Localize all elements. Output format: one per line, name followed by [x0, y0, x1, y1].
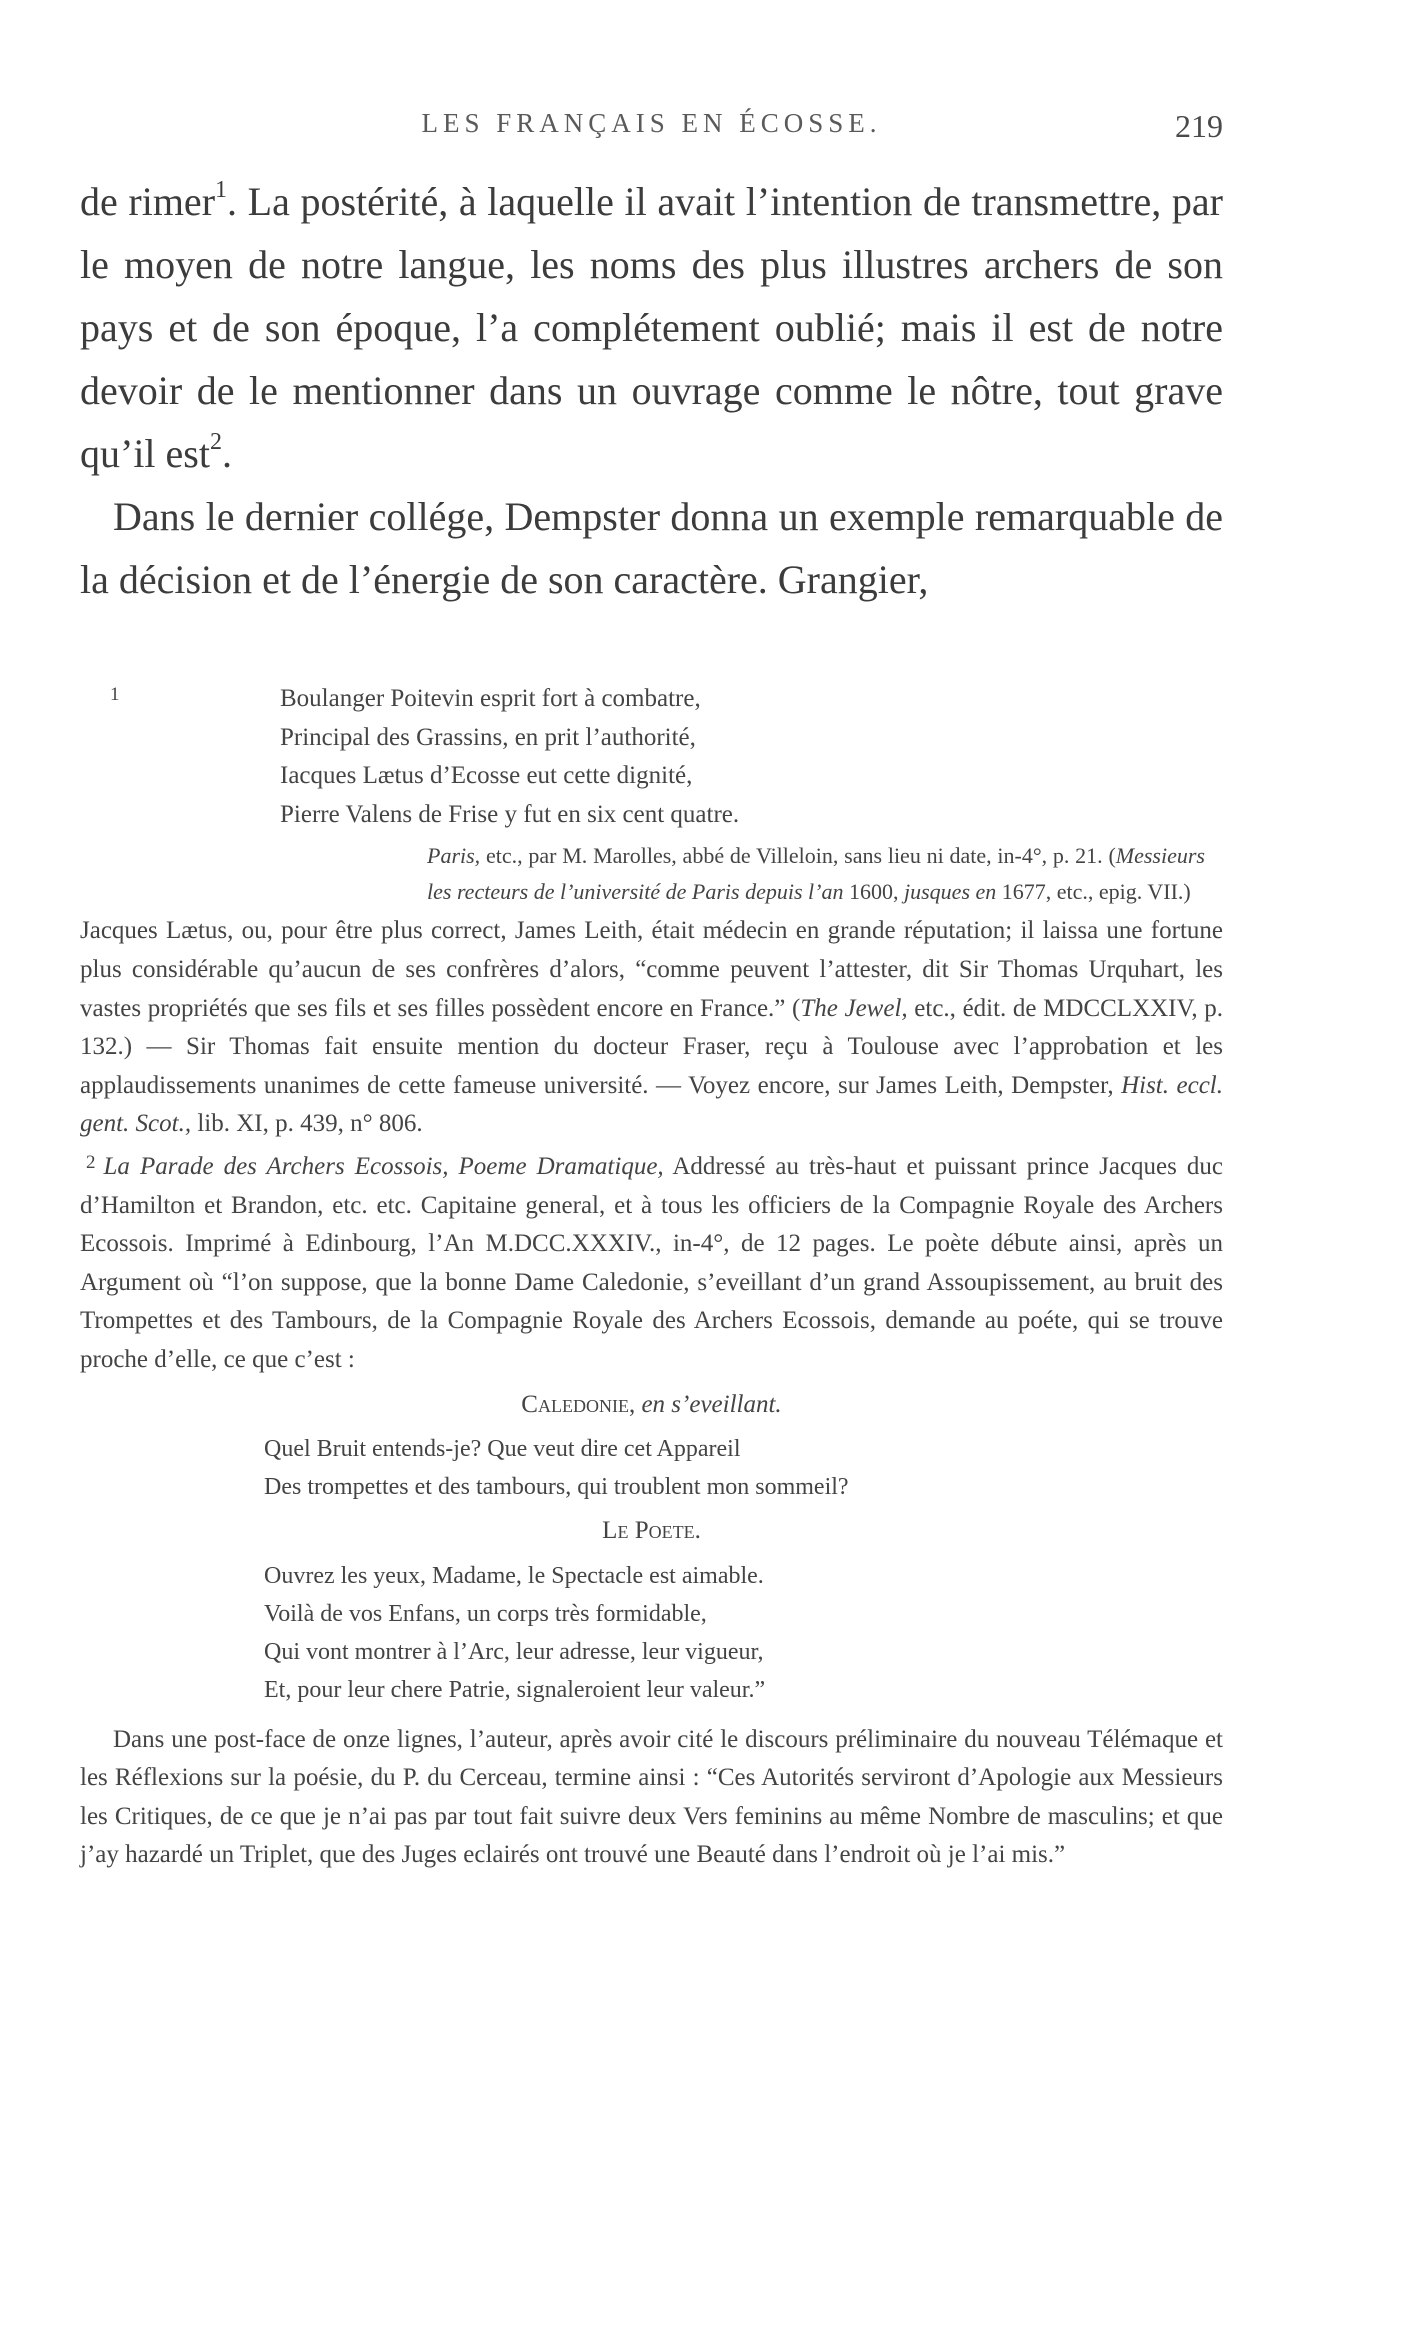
verse-line: Voilà de vos Enfans, un corps très formidable, [264, 1600, 707, 1627]
text-span: de rimer [80, 179, 216, 224]
verse-poete [264, 1557, 1223, 1709]
text-span: jusques en [904, 879, 997, 905]
running-title: LES FRANÇAIS EN ÉCOSSE. [421, 108, 882, 138]
text-span: etc., par M. Marolles, abbé de Villeloin, sans lieu ni date, in-4°, p. 21. ( [480, 843, 1116, 869]
paragraph-1 [80, 170, 1223, 485]
text-span: Paris, [427, 843, 481, 869]
verse-line: Pierre Valens de Frise y fut en six cent quatre. [280, 800, 740, 828]
footnote-2-closing: Dans une post-face de onze lignes, l’auteur, après avoir cité le discours préliminaire du nouveau Télémaque et les Réflexions sur la poésie, du P. du Cerceau, termine ainsi : “Ces Autorités serviront d’Apologie aux Messieurs les Critiques, de ce que je n’ai pas par tout fait suivre deux Vers feminins au même Nombre de masculins; et que j’ay hazardé un Triplet, que des Juges eclairés ont trouvé une Beauté dans l’endroit où je l’ai mis.” [80, 1725, 1223, 1869]
text-span: Jacques Lætus, ou, pour être plus correct, James Leith, était médecin en grande réputation; il laissa une fortune plus considérable qu’aucun de ses confrères d’alors, “comme peuvent l’attester, dit Sir Thomas Urquhart, les vastes propriétés que ses fils et ses filles possèdent encore en France.” ( [80, 917, 1223, 1022]
text-span: 1677, etc., epig. VII.) [996, 879, 1191, 905]
verse-line: Et, pour leur chere Patrie, signaleroient leur valeur.” [264, 1676, 766, 1703]
footnote-1-text [80, 912, 1223, 1144]
paragraph-2: Dans le dernier collége, Dempster donna un exemple remarquable de la décision et de l’énergie de son caractère. Grangier, [80, 494, 1223, 602]
text-span: lib. XI, p. 439, n° 806. [191, 1110, 423, 1138]
footnote-ref-2: 2 [209, 429, 222, 455]
text-span: en s’eveillant. [635, 1390, 782, 1418]
speaker-caledonie [80, 1386, 1223, 1425]
verse-line: Iacques Lætus d’Ecosse eut cette dignité, [280, 762, 693, 790]
text-span: The Jewel, [800, 994, 908, 1022]
text-span: 1600, [843, 879, 904, 905]
text-span: etc., édit. de MDCCLXXIV, p. 132.) — Sir Thomas fait ensuite mention du docteur Fraser, reçu à Toulouse avec l’approbation et les applaudissements unanimes de cette fameuse université. — Voyez encore, sur James Leith, Dempster, [80, 994, 1223, 1099]
text-span: Addressé au très-haut et puissant prince Jacques duc d’Hamilton et Brandon, etc. etc. Capitaine general, et à tous les officiers de la Compagnie Royale des Archers Ecossois. Imprimé à Edinbourg, l’An M.DCC.XXXIV., in-4°, de 12 pages. Le poète débute ainsi, après un Argument où “l’on suppose, que la bonne Dame Caledonie, s’eveillant d’un grand Assoupissement, au bruit des Trompettes et des Tambours, de la Compagnie Royale des Archers Ecossois, demande au poéte, qui se trouve proche d’elle, ce que c’est : [80, 1152, 1223, 1373]
text-span: Caledonie, [521, 1390, 636, 1418]
footnote-2-text [80, 1144, 1223, 1380]
page-number: 219 [1175, 108, 1223, 144]
text-span: La Parade des Archers Ecossois, Poeme Dramatique, [103, 1152, 664, 1180]
speaker-poete: Le Poete. [602, 1517, 701, 1545]
main-text [80, 170, 1223, 611]
footnote-ref-1: 1 [215, 177, 228, 203]
verse-line: Ouvrez les yeux, Madame, le Spectacle est aimable. [264, 1562, 764, 1589]
verse-caledonie [264, 1430, 1223, 1506]
verse-line: Boulanger Poitevin esprit fort à combatre, [280, 685, 701, 712]
text-span: . La postérité, à laquelle il avait l’intention de transmettre, par le moyen de notre langue, les noms des plus illustres archers de son pays et de son époque, l’a complétement oublié; mais il est de notre devoir de le mentionner dans un ouvrage comme le nôtre, tout grave qu’il est [80, 179, 1223, 476]
footnote-2-marker: 2 [86, 1151, 96, 1173]
footnote-1-verse [80, 680, 1223, 834]
verse-line: Des trompettes et des tambours, qui troublent mon sommeil? [264, 1474, 849, 1501]
footnotes [80, 680, 1223, 1875]
text-span: . [221, 431, 232, 476]
text-span: Messieurs les recteurs de l’université de Paris depuis l’an [427, 843, 1205, 905]
footnote-1-marker: 1 [110, 684, 120, 705]
verse-line: Principal des Grassins, en prit l’authorité, [280, 723, 696, 751]
verse-line: Qui vont montrer à l’Arc, leur adresse, leur vigueur, [264, 1638, 764, 1665]
running-head [80, 108, 1223, 148]
text-span: Hist. eccl. gent. Scot., [80, 1071, 1223, 1138]
verse-line: Quel Bruit entends-je? Que veut dire cet Appareil [264, 1436, 741, 1463]
footnote-1-source [427, 838, 1205, 910]
